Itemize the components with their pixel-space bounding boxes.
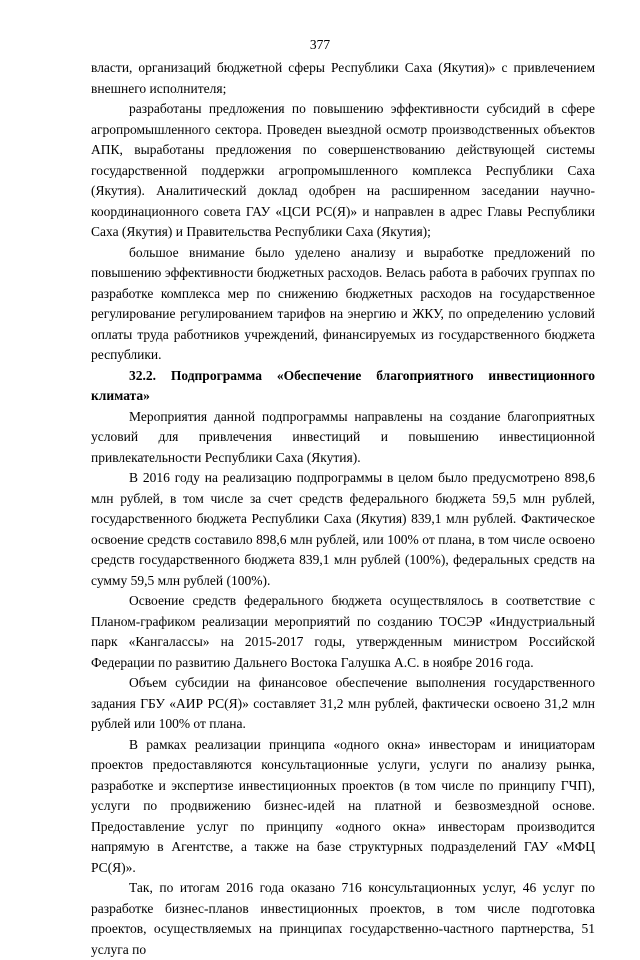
paragraph-subsidies: разработаны предложения по повышению эффективности субсидий в сфере агропромышленного сектора. Проведен выездной осмотр производственных объектов АПК, выработаны предложения по совершенствованию действующей системы государственной поддержки агропромышленного комплекса Республики Саха (Якутия). Аналитический доклад одобрен на расширенном заседании научно-координационного совета ГАУ «ЦСИ РС(Я)» и направлен в адрес Главы Республики Саха (Якутия) и Правительства Республики Саха (Якутия); <box>91 101 595 239</box>
page-number: 377 <box>309 37 331 52</box>
paragraph-federal-budget: Освоение средств федерального бюджета осуществлялось в соответствие с Планом-графиком реализации мероприятий по созданию ТОСЭР «Индустриальный парк «Кангаласcы» на 2015-2017 годы, утвержденным министром Российской Федерации по развитию Дальнего Востока Галушка А.С. в ноябре 2016 года. <box>91 593 595 670</box>
paragraph-budget-expenses: большое внимание было уделено анализу и выработке предложений по повышению эффективности бюджетных расходов. Велась работа в рабочих группах по разработке комплекса мер по снижению бюджетных расходов на государственное регулирование регулированием тарифов на энергию и ЖКУ, по определению условий оплаты труда работников учреждений, финансируемых из государственного бюджета республики. <box>91 244 595 362</box>
paragraph-subsidy-volume: Объем субсидии на финансовое обеспечение выполнения государственного задания ГБУ «АИР РС(Я)» составляет 31,2 млн рублей, фактически освоено 31,2 млн рублей или 100% от плана. <box>91 675 595 731</box>
document-body <box>91 58 595 960</box>
paragraph-subprogram-goals: Мероприятия данной подпрограммы направлены на создание благоприятных условий для привлечения инвестиций и повышению инвестиционной привлекательности Республики Саха (Якутия). <box>91 408 595 465</box>
paragraph-funding-2016: В 2016 году на реализацию подпрограммы в целом было предусмотрено 898,6 млн рублей, в том числе за счет средств федерального бюджета 59,5 млн рублей, государственного бюджета Республики Саха (Якутия) 839,1 млн рублей. Фактическое освоение средств составило 898,6 млн рублей, или 100% от плана, в том числе освоено средств государственного бюджета 839,1 млн рублей (100%), федеральных средств на сумму 59,5 млн рублей (100%). <box>91 470 595 588</box>
section-heading: 32.2. Подпрограмма «Обеспечение благоприятного инвестиционного климата» <box>91 367 595 403</box>
paragraph-one-window: В рамках реализации принципа «одного окна» инвесторам и инициаторам проектов предоставляются консультационные услуги, услуги по анализу рынка, разработке и экспертизе инвестиционных проектов (в том числе по принципу ГЧП), услуги по продвижению бизнес-идей на платной и безвозмездной основе. Предоставление услуг по принципу «одного окна» инвесторам производится напрямую в Агентстве, а также на базе структурных подразделений ГАУ «МФЦ РС(Я)». <box>91 736 595 875</box>
paragraph-results-2016: Так, по итогам 2016 года оказано 716 консультационных услуг, 46 услуг по разработке бизнес-планов инвестиционных проектов, в том числе подготовка проектов, осуществляемых на принципах государственно-частного партнерства, 51 услуга по <box>91 880 595 957</box>
paragraph-continuation: власти, организаций бюджетной сферы Республики Саха (Якутия)» с привлечением внешнего исполнителя; <box>91 60 595 96</box>
